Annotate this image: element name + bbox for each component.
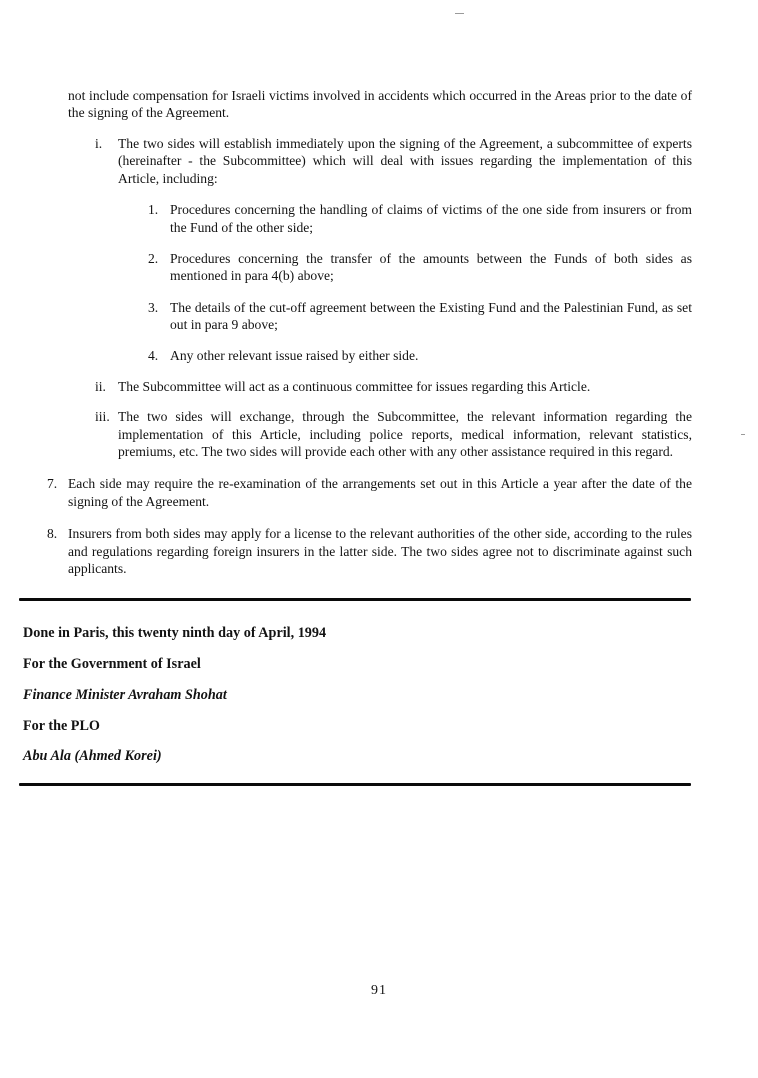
- list-item-8: [47, 525, 692, 577]
- list-marker: 1.: [148, 202, 159, 218]
- signature-plo-title: For the PLO: [23, 717, 100, 734]
- list-item-text: Procedures concerning the handling of claims of victims of the one side from insurers or from the Fund of the other side;: [170, 202, 692, 235]
- list-item-text: Procedures concerning the transfer of the amounts between the Funds of both sides as mentioned in para 4(b) above;: [170, 250, 692, 284]
- list-item-roman-i: [95, 135, 692, 187]
- signature-israel-title: For the Government of Israel: [23, 656, 201, 673]
- list-item-text: Each side may require the re-examination of the arrangements set out in this Article a year after the date of the signing of the Agreement.: [68, 476, 692, 509]
- list-marker: ii.: [95, 378, 106, 394]
- signature-block: [23, 625, 758, 766]
- list-marker: 8.: [47, 526, 58, 542]
- list-marker: 3.: [148, 299, 159, 315]
- paragraph-intro: not include compensation for Israeli victims involved in accidents which occurred in the Areas prior to the date of the signing of the Agreement.: [68, 87, 692, 120]
- list-item-text: Insurers from both sides may apply for a license to the relevant authorities of the other side, according to the rules and regulations regarding foreign insurers in the latter side. The two sides agree not to discriminate against such applicants.: [68, 526, 692, 576]
- list-item-text: The two sides will exchange, through the Subcommittee, the relevant information regarding the implementation of this Article, including police reports, medical information, relevant statistics, premiums, etc. The two sides will provide each other with any other assistance required in this regard.: [118, 409, 692, 460]
- list-item-text: The details of the cut-off agreement between the Existing Fund and the Palestinian Fund, as set out in para 9 above;: [170, 299, 692, 333]
- list-marker: iii.: [95, 409, 110, 425]
- signature-israel-signatory: Finance Minister Avraham Shohat: [23, 686, 227, 703]
- list-item-7: [47, 475, 692, 510]
- list-marker: 2.: [148, 250, 159, 266]
- list-marker: 7.: [47, 476, 58, 492]
- signature-date-line: Done in Paris, this twenty ninth day of April, 1994: [23, 625, 327, 642]
- list-marker: i.: [95, 135, 103, 151]
- list-item-text: The two sides will establish immediately upon the signing of the Agreement, a subcommittee of experts (hereinafter - the Subcommittee) which will deal with issues regarding the implementation of this Article, including:: [118, 135, 692, 186]
- list-marker: 4.: [148, 348, 159, 364]
- signature-plo-signatory: Abu Ala (Ahmed Korei): [23, 748, 162, 765]
- list-item-numbered-1: [148, 201, 692, 236]
- scan-artifact-tick: [455, 13, 464, 14]
- list-item-text: Any other relevant issue raised by either side.: [170, 348, 419, 364]
- list-item-numbered-2: [148, 250, 692, 285]
- horizontal-rule-bottom: [19, 783, 691, 786]
- list-item-text: The Subcommittee will act as a continuous committee for issues regarding this Article.: [118, 378, 591, 394]
- list-item-numbered-4: [148, 347, 692, 364]
- list-item-roman-iii: [95, 408, 692, 460]
- scan-artifact-dot: [741, 434, 745, 435]
- list-item-numbered-3: [148, 299, 692, 334]
- page-number: 91: [371, 983, 387, 998]
- list-item-roman-ii: [95, 378, 692, 395]
- horizontal-rule-top: [19, 598, 691, 601]
